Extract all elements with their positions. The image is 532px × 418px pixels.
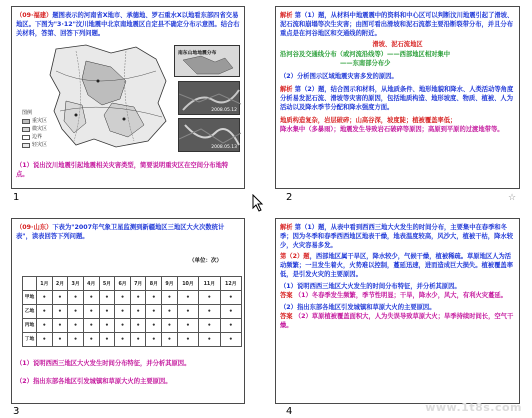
- satellite-photo-2: [178, 118, 240, 152]
- analysis-text: 第（1）题，从材料中地震震中的资料和中心区可以判断汶川地震引起了滑坡、泥石流和崩塌等次生灾害；由图可看出滑坡和泥石流都主要沿断裂带分布，并且分布重点是在河谷地区和交通线的附近。: [280, 12, 514, 37]
- slide-number-3: 3: [13, 406, 20, 417]
- row-header: 乙地: [23, 305, 37, 319]
- map-inset-title: 南东山地地震分布: [178, 51, 217, 56]
- slide-2-answer-line-1: 地质构造复杂，岩层破碎；山高谷深，坡度陡；植被覆盖率低；: [280, 117, 457, 124]
- slide-4-analysis-1: [280, 223, 515, 250]
- map-legend: [22, 109, 58, 149]
- month-header: 2月: [52, 277, 68, 291]
- month-header: 8月: [146, 277, 162, 291]
- region-map: [16, 41, 242, 153]
- month-header: 9月: [162, 277, 178, 291]
- satellite-photo-1: [178, 81, 240, 115]
- slide-2-analysis-1: [280, 11, 515, 38]
- slide-2-line-2: 沿河谷及交通线分布（或河流沿线等）——西部地区相对集中: [280, 51, 451, 58]
- slide-3-question-2: （2）指出东部各地区引发城镇和草原大火的主要原因。: [16, 378, 172, 385]
- slide-1-question: （1）说出汶川地震引起地震相关灾害类型，简要说明重灾区在空间分布地特点。: [16, 162, 229, 178]
- slide-1-intro-tag: （09·福建）: [16, 12, 53, 19]
- month-header: 4月: [83, 277, 99, 291]
- analysis-label: 解析: [280, 12, 293, 19]
- slide-4-question-1: （1）说明西西三地区大火发生的时间分布特征，并分析其原因。: [280, 283, 461, 290]
- slide-4-answer-2: [280, 312, 515, 330]
- analysis-label: 第（2）题: [280, 253, 310, 260]
- table-corner: [23, 277, 37, 291]
- slide-2-question-2: （2）分析图示区域地震灾害多发的原因。: [280, 73, 398, 80]
- table-header-row: [23, 277, 242, 291]
- slide-thumbnail-1[interactable]: [11, 6, 245, 189]
- slide-thumbnail-2[interactable]: [275, 6, 520, 189]
- slide-3-intro-text: 下表为"2007年气象卫星监测到新疆地区三地区大火次数统计表"，读表回答下列问题。: [16, 224, 225, 240]
- answer-text: （1）冬春季发生频繁，季节性明显；干旱，降水少，风大，有利火灾蔓延。: [294, 292, 507, 299]
- slide-2-answer-line-2: 降水集中（多暴雨）；地震发生导致岩石破碎等原因；高原到平原的过渡地带等。: [280, 126, 504, 133]
- slide-3-intro: [16, 223, 240, 241]
- analysis-text: ，西部地区属干旱区，降水较少，气候干燥，植被稀疏。草原地区人为活动频繁；一旦发生着火，火势难以控制，蔓延迅速，进而造成巨大损失。植被覆盖率低，是引发火灾的主要原因。: [280, 253, 513, 278]
- slide-4-question-2: （2）指出东部各地区引发城镇和草原大火的主要原因。: [280, 304, 436, 311]
- slide-4-answer-1: [280, 291, 515, 300]
- star-icon[interactable]: ☆: [508, 193, 517, 203]
- slide-thumbnail-4[interactable]: [275, 218, 520, 404]
- slide-3-question-1: （1）说明西西三地区大火发生时间分布特征，并分析其原因。: [16, 360, 191, 367]
- slide-4-analysis-2: [280, 252, 515, 279]
- table-row: 甲地 • • • • • • • • • • • •: [23, 291, 242, 305]
- legend-item: 微灾区: [22, 125, 58, 133]
- answer-label: 答案: [280, 313, 293, 320]
- table-row: 乙地 • • • • • • • • • • • •: [23, 305, 242, 319]
- watermark: www.1t8s.com: [425, 401, 522, 414]
- table-row: 丁地 • • • • • • • • • • • •: [23, 333, 242, 347]
- row-header: 甲地: [23, 291, 37, 305]
- mouse-cursor-icon: [252, 194, 264, 212]
- map-inset-title-box: [174, 45, 240, 77]
- slide-3-intro-tag: （09·山东）: [16, 224, 53, 231]
- month-header: 11月: [199, 277, 220, 291]
- month-header: 3月: [68, 277, 84, 291]
- slide-1-intro: [16, 11, 240, 38]
- slide-number-4: 4: [286, 406, 293, 417]
- photo-caption-1: 2008.05.12: [211, 108, 237, 113]
- month-header: 10月: [177, 277, 198, 291]
- table-row: 丙地 • • • • • • • • • • • •: [23, 319, 242, 333]
- photo-caption-2: 2008.05.13: [211, 145, 237, 150]
- month-header: 1月: [37, 277, 53, 291]
- month-header: 12月: [220, 277, 241, 291]
- month-header: 6月: [115, 277, 131, 291]
- month-header: 5月: [99, 277, 115, 291]
- slide-2-heading: 滑坡、泥石流地区: [372, 41, 423, 48]
- analysis-label: 解析: [280, 224, 293, 231]
- table-unit: （单位：次）: [188, 258, 222, 264]
- legend-title: 图例: [22, 110, 33, 116]
- fire-count-table: [22, 276, 242, 347]
- slide-2-analysis-2: [280, 85, 515, 112]
- slide-thumbnail-3[interactable]: [11, 218, 245, 404]
- analysis-label: 解析: [280, 86, 293, 93]
- legend-item: 轻灾区: [22, 141, 58, 149]
- row-header: 丁地: [23, 333, 37, 347]
- slide-1-intro-text: 题图表示的河南省X地市、承德地、罗石重水X以地看东部四省交易地区。下图为"3·12"汶川地震中北京南地震区自定县不确定分布示意图。结合右关材料，答第、回答下列问题。: [16, 12, 240, 37]
- analysis-text: 第（1）题，从表中看到西西三地大火发生的时间分布，主要集中在春季和冬季；因为冬季和春季西西地区地表干燥，地表温度较高，风沙大，植被干枯，降水较少，火灾容易多发。: [280, 224, 513, 249]
- row-header: 丙地: [23, 319, 37, 333]
- analysis-text: 第（2）题，结合图示和材料，从地质条件、地形地貌和降水、人类活动等角度分析易发泥石流、滑坡等灾害的原因，包括地质构造、地形坡度、物质、植被、人为活动以及降水季节分配和降水强度方面。: [280, 86, 514, 111]
- legend-item: 重灾区: [22, 117, 58, 125]
- month-header: 7月: [130, 277, 146, 291]
- slide-2-line-3: ——东南部分布少: [340, 60, 391, 67]
- slide-number-2: 2: [286, 192, 293, 203]
- legend-item: 边界: [22, 133, 58, 141]
- inset-map-graphic: [175, 46, 241, 78]
- answer-label: 答案: [280, 292, 293, 299]
- answer-text: （2）草原植被覆盖面积大，人为失误导致草原大火；旱季持续时间长，空气干燥。: [280, 313, 514, 329]
- slide-number-1: 1: [13, 192, 20, 203]
